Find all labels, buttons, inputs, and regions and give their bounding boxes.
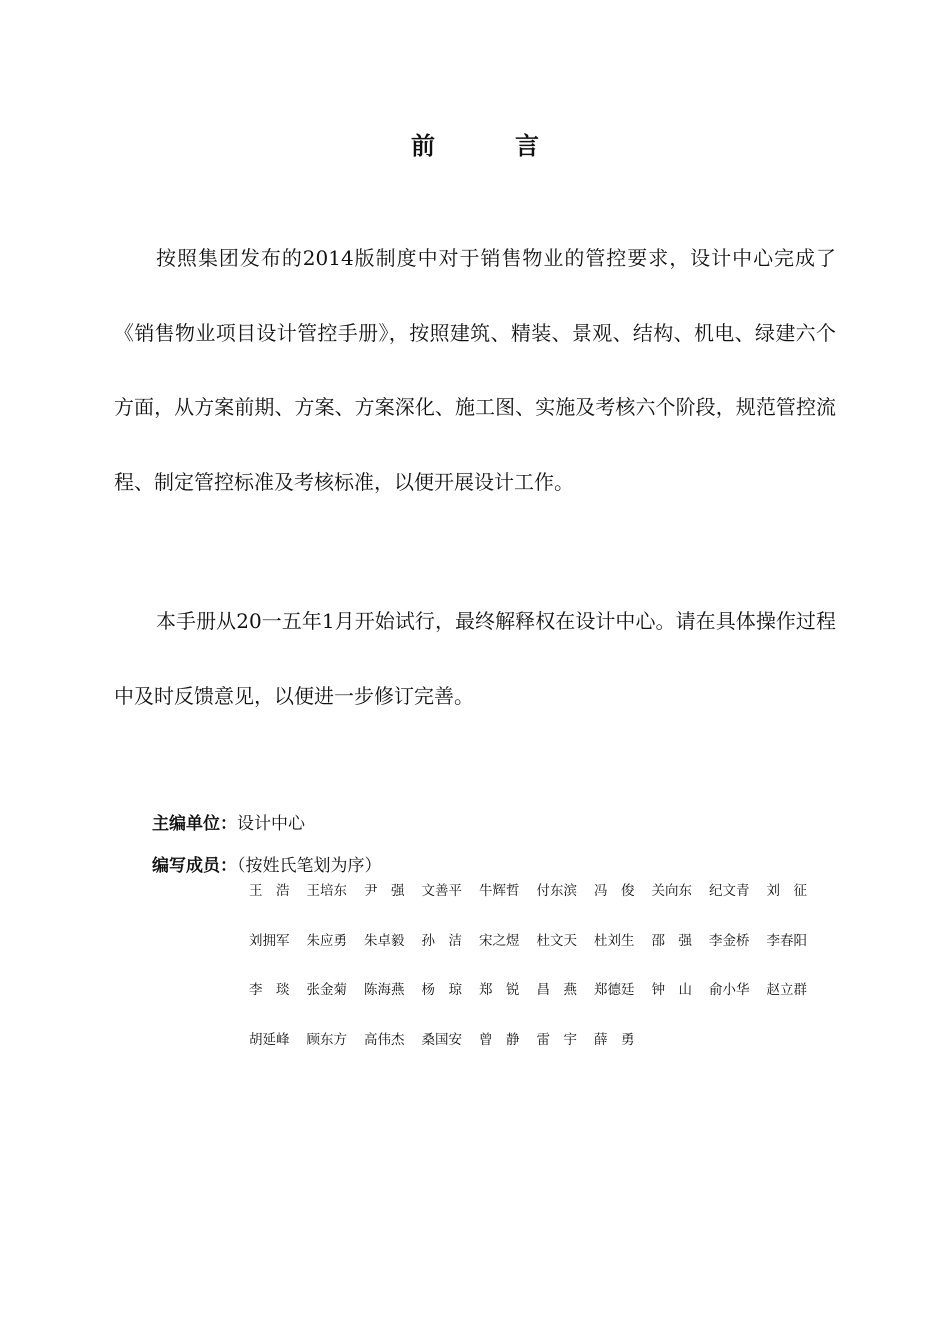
page-title: 前 言 [411,131,567,160]
member-name: 郑德廷 [594,982,635,999]
member-name: 宋之煜 [479,932,520,949]
member-name: 尹 强 [364,883,405,899]
member-name: 纪文青 [709,883,750,899]
member-name: 孙 洁 [421,932,462,949]
member-name: 牛辉哲 [479,883,520,899]
chief-editor-line [152,811,305,837]
member-name: 李 琰 [249,982,290,999]
member-name: 赵立群 [766,982,807,999]
member-name: 付东滨 [536,883,577,899]
members-list [249,878,829,1077]
member-name: 顾东方 [306,1032,347,1049]
member-name: 王 浩 [249,883,290,899]
member-name: 冯 俊 [594,883,635,899]
member-name: 雷 宇 [536,1032,577,1049]
member-name: 昌 燕 [536,982,577,999]
member-name: 郑 锐 [479,982,520,999]
member-name: 桑国安 [421,1032,462,1049]
member-name: 邵 强 [651,932,692,949]
member-name: 钟 山 [651,982,692,999]
member-name: 杜文天 [536,932,577,949]
member-name: 朱应勇 [306,932,347,949]
chief-editor-value: 设计中心 [237,814,305,834]
member-name: 俞小华 [709,982,750,999]
member-name: 刘 征 [766,883,807,899]
member-name: 李金桥 [709,932,750,949]
member-name: 关向东 [651,883,692,899]
member-name: 张金菊 [306,982,347,999]
member-name: 薛 勇 [594,1032,635,1049]
member-name: 胡延峰 [249,1032,290,1049]
member-name: 刘拥军 [249,932,290,949]
member-name: 杨 琼 [421,982,462,999]
member-name: 朱卓毅 [364,932,405,949]
preface-paragraph-1: 按照集团发布的2014版制度中对于销售物业的管控要求，设计中心完成了《销售物业项目设计管控手册》，按照建筑、精装、景观、结构、机电、绿建六个方面，从方案前期、方案、方案深化、施工图、实施及考核六个阶段，规范管控流程、制定管控标准及考核标准，以便开展设计工作。 [114,246,836,494]
member-name: 杜刘生 [594,932,635,949]
preface-paragraph-2: 本手册从20一五年1月开始试行，最终解释权在设计中心。请在具体操作过程中及时反馈意见，以便进一步修订完善。 [114,609,836,708]
members-order-note: （按姓氏笔划为序） [237,856,382,876]
member-name: 陈海燕 [364,982,405,999]
members-label: 编写成员： [152,856,237,876]
member-name: 李春阳 [766,932,807,949]
member-name: 高伟杰 [364,1032,405,1049]
chief-editor-label: 主编单位： [152,814,237,834]
member-name: 王培东 [306,883,347,899]
member-name: 文善平 [421,883,462,899]
member-name: 曾 静 [479,1032,520,1049]
members-heading-line [152,853,382,879]
